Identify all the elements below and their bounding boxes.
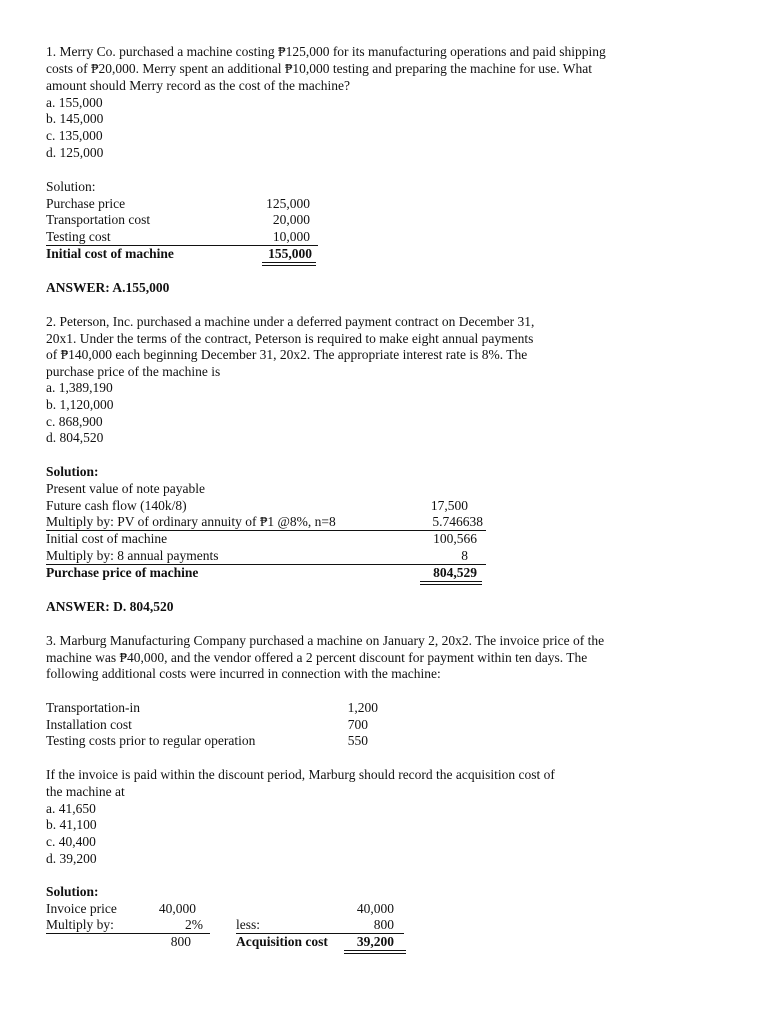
q3-total-value: 39,200	[356, 934, 394, 949]
q3-cost-label: Installation cost	[46, 717, 132, 732]
q1-choice-a: a. 155,000	[46, 95, 103, 110]
q1-choice-c: c. 135,000	[46, 128, 103, 143]
q3-question-line-2: the machine at	[46, 784, 125, 799]
q2-text-line-1: 2. Peterson, Inc. purchased a machine under a deferred payment contract on December 31,	[46, 314, 535, 329]
q3-multiply-value: 2%	[185, 917, 203, 932]
q3-top-value: 40,000	[356, 901, 394, 916]
q3-text-line-3: following additional costs were incurred in connection with the machine:	[46, 666, 441, 681]
q3-less-label: less:	[236, 917, 261, 932]
q2-row-label: Multiply by: 8 annual payments	[46, 548, 219, 563]
q2-total-value: 804,529	[433, 565, 477, 580]
q3-solution-label: Solution:	[46, 884, 99, 899]
q1-total-double-rule	[262, 262, 316, 266]
q2-total-label: Purchase price of machine	[46, 565, 199, 580]
q3-cost-label: Testing costs prior to regular operation	[46, 733, 256, 748]
q1-total-label: Initial cost of machine	[46, 246, 174, 261]
q2-choice-b: b. 1,120,000	[46, 397, 114, 412]
q2-row-label: Multiply by: PV of ordinary annuity of ₱1 @8%, n=8	[46, 514, 336, 529]
q3-choice-a: a. 41,650	[46, 801, 96, 816]
q2-text-line-2: 20x1. Under the terms of the contract, Peterson is required to make eight annual payments	[46, 331, 534, 346]
q2-row-value: 8	[461, 548, 468, 563]
q3-less-value: 800	[373, 917, 394, 932]
q1-solution-label: Solution:	[46, 179, 96, 194]
q1-row-value: 10,000	[272, 229, 310, 244]
q2-choice-a: a. 1,389,190	[46, 380, 113, 395]
q3-text-line-1: 3. Marburg Manufacturing Company purchased a machine on January 2, 20x2. The invoice price of the	[46, 633, 605, 648]
q2-row-label: Future cash flow (140k/8)	[46, 498, 187, 513]
q2-solution-label: Solution:	[46, 464, 99, 479]
q2-text-line-3: of ₱140,000 each beginning December 31, 20x2. The appropriate interest rate is 8%. The	[46, 347, 528, 362]
q1-text-line-3: amount should Merry record as the cost of the machine?	[46, 78, 351, 93]
q2-choice-d: d. 804,520	[46, 430, 104, 445]
q2-answer: ANSWER: D. 804,520	[46, 599, 174, 614]
q1-row-value: 20,000	[272, 212, 310, 227]
q3-cost-value: 1,200	[347, 700, 378, 715]
q3-total-label: Acquisition cost	[236, 934, 328, 949]
q1-row-label: Purchase price	[46, 196, 126, 211]
q3-total-double-rule	[344, 950, 406, 954]
q3-invoice-label: Invoice price	[46, 901, 117, 916]
q3-choice-b: b. 41,100	[46, 817, 97, 832]
q1-row-label: Transportation cost	[46, 212, 151, 227]
q3-invoice-value: 40,000	[158, 901, 196, 916]
q1-row-label: Testing cost	[46, 229, 111, 244]
q2-row-value: 100,566	[433, 531, 477, 546]
q1-text-line-2: costs of ₱20,000. Merry spent an additional ₱10,000 testing and preparing the machine for use. What	[46, 61, 593, 76]
q3-text-line-2: machine was ₱40,000, and the vendor offered a 2 percent discount for payment within ten days. The	[46, 650, 588, 665]
q1-text-line-1: 1. Merry Co. purchased a machine costing ₱125,000 for its manufacturing operations and paid shipping	[46, 44, 606, 59]
q2-row-label: Initial cost of machine	[46, 531, 168, 546]
q3-multiply-label: Multiply by:	[46, 917, 114, 932]
q3-cost-value: 550	[347, 733, 368, 748]
q3-question-line-1: If the invoice is paid within the discount period, Marburg should record the acquisition cost of	[46, 767, 555, 782]
q1-total-value: 155,000	[268, 246, 312, 261]
q2-row-value: 5.746638	[432, 514, 483, 529]
q2-text-line-4: purchase price of the machine is	[46, 364, 221, 379]
q3-cost-label: Transportation-in	[46, 700, 140, 715]
q3-cost-value: 700	[347, 717, 368, 732]
q3-choice-c: c. 40,400	[46, 834, 96, 849]
q1-answer: ANSWER: A.155,000	[46, 280, 170, 295]
q2-total-double-rule	[420, 581, 482, 585]
q1-choice-b: b. 145,000	[46, 111, 104, 126]
q3-result-value: 800	[170, 934, 191, 949]
q2-choice-c: c. 868,900	[46, 414, 103, 429]
q1-choice-d: d. 125,000	[46, 145, 104, 160]
q1-row-value: 125,000	[266, 196, 310, 211]
q2-row-value: 17,500	[430, 498, 468, 513]
q3-choice-d: d. 39,200	[46, 851, 97, 866]
q2-heading: Present value of note payable	[46, 481, 205, 496]
